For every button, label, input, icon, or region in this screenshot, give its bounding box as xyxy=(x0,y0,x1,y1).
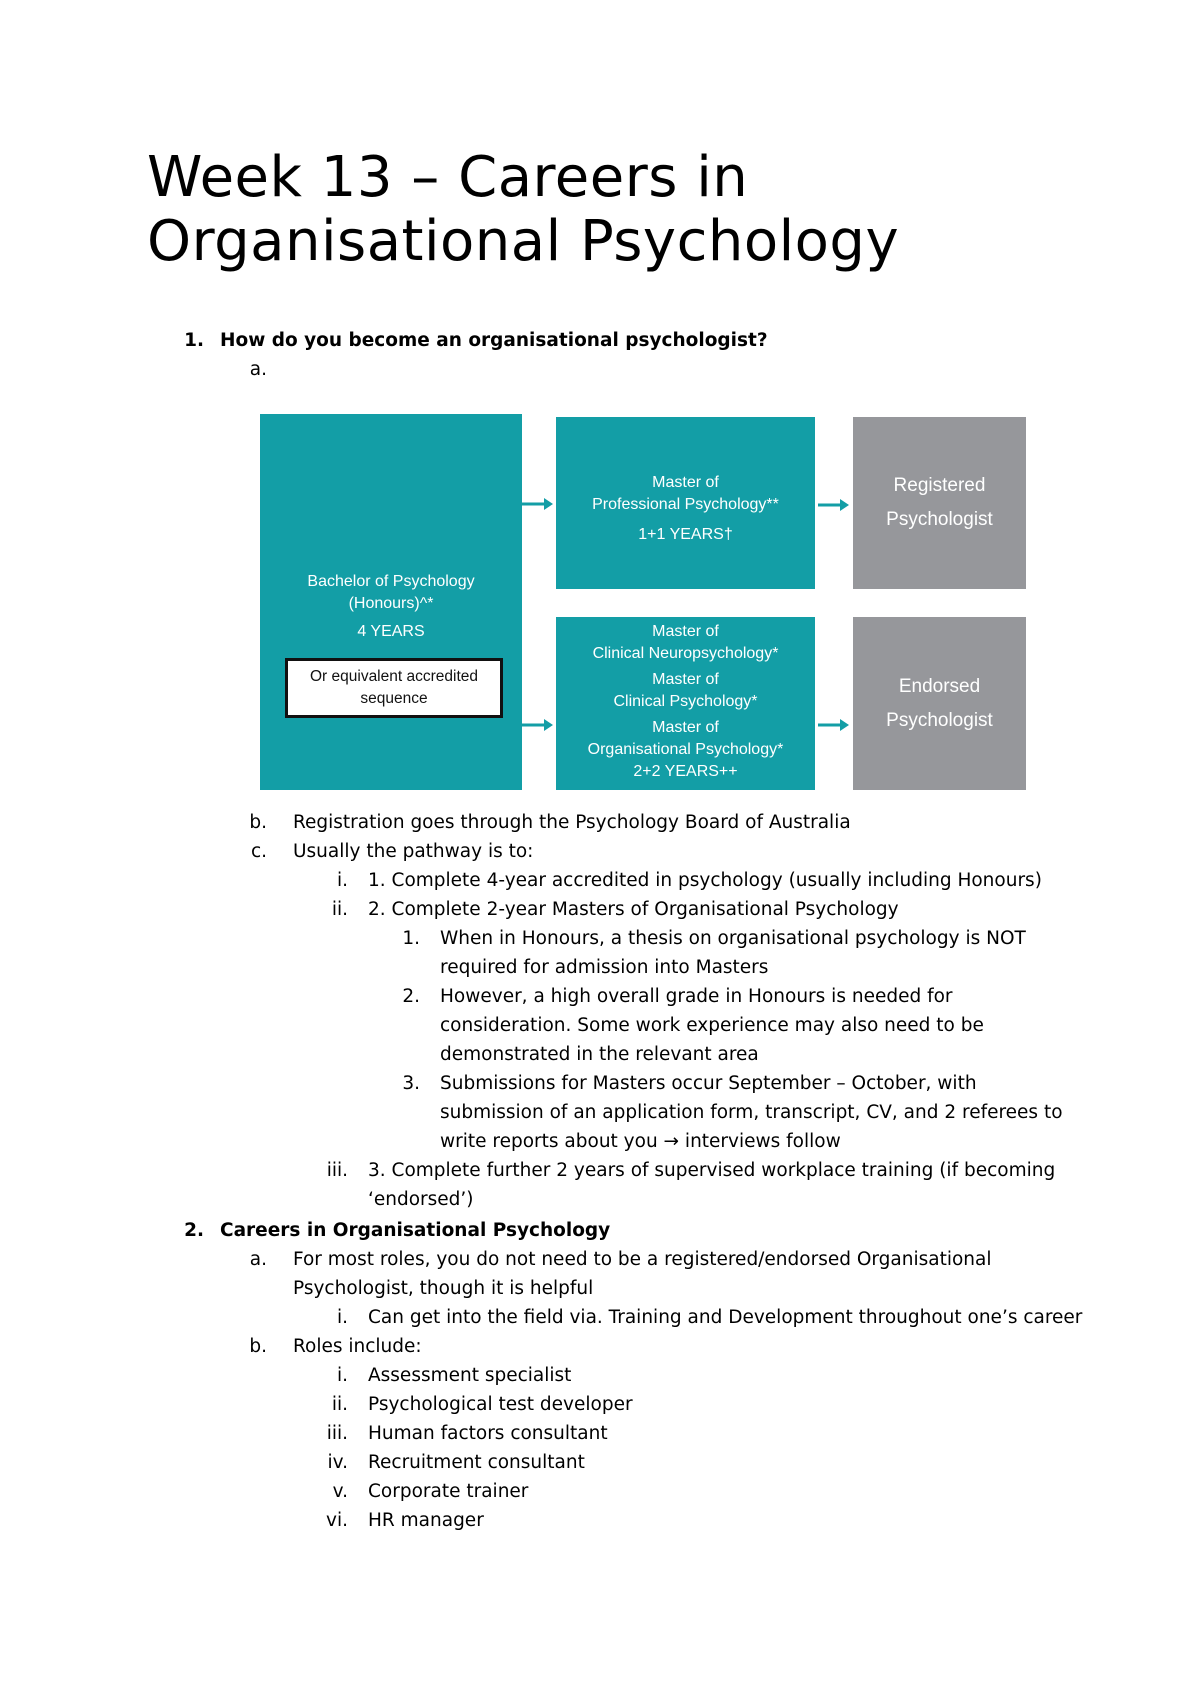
list-text-line: For most roles, you do not need to be a registered/endorsed Organisational xyxy=(293,1249,992,1270)
list-text-line: Submissions for Masters occur September – October, with xyxy=(440,1073,977,1094)
bachelor-label: Bachelor of Psychology xyxy=(307,573,475,590)
list-text-line: demonstrated in the relevant area xyxy=(440,1044,759,1065)
list-text-line: ‘endorsed’) xyxy=(368,1189,474,1210)
list-text: 1. Complete 4-year accredited in psychology (usually including Honours) xyxy=(368,870,1042,891)
list-text-line: 3. Complete further 2 years of supervised workplace training (if becoming xyxy=(368,1160,1056,1181)
list-marker: b. xyxy=(249,1336,267,1357)
list-text-line: consideration. Some work experience may also need to be xyxy=(440,1015,984,1036)
masters-box xyxy=(556,617,815,790)
equivalent-line-1: Or equivalent accredited xyxy=(309,668,478,685)
endorsed-psychologist-box xyxy=(853,617,1026,790)
endorsed-line-2: Psychologist xyxy=(886,710,993,731)
prof-line-1: Master of xyxy=(652,474,719,491)
clin-line-2: Clinical Neuropsychology* xyxy=(592,645,779,662)
list-marker: i. xyxy=(336,870,348,891)
list-text: Usually the pathway is to: xyxy=(293,841,534,862)
list-marker: i. xyxy=(336,1307,348,1328)
bachelor-box xyxy=(260,414,522,790)
list-marker: c. xyxy=(250,841,267,862)
list-marker: a. xyxy=(249,359,267,380)
list-text: Assessment specialist xyxy=(368,1365,572,1386)
prof-line-2: Professional Psychology** xyxy=(592,496,779,513)
clin-years: 2+2 YEARS++ xyxy=(633,763,738,780)
clin-line-4: Clinical Psychology* xyxy=(613,693,758,710)
list-text: Roles include: xyxy=(293,1336,422,1357)
arrow-right-icon xyxy=(520,718,554,732)
list-marker: b. xyxy=(249,812,267,833)
list-marker: iii. xyxy=(326,1160,348,1181)
list-marker: v. xyxy=(332,1481,348,1502)
equivalent-sequence-box xyxy=(285,658,503,718)
list-text: Careers in Organisational Psychology xyxy=(220,1220,611,1241)
list-text: Registration goes through the Psychology Board of Australia xyxy=(293,812,851,833)
list-marker: ii. xyxy=(331,899,348,920)
list-text-line: required for admission into Masters xyxy=(440,957,769,978)
list-text: Human factors consultant xyxy=(368,1423,608,1444)
list-marker: ii. xyxy=(331,1394,348,1415)
arrow-right-icon xyxy=(816,718,850,732)
registered-psychologist-box xyxy=(853,417,1026,589)
list-text: Psychological test developer xyxy=(368,1394,633,1415)
list-marker: 1. xyxy=(402,928,420,949)
list-text-line: Psychologist, though it is helpful xyxy=(293,1278,594,1299)
list-text-line: However, a high overall grade in Honours is needed for xyxy=(440,986,953,1007)
clin-line-5: Master of xyxy=(652,719,719,736)
list-marker: iv. xyxy=(327,1452,348,1473)
list-marker: 3. xyxy=(402,1073,420,1094)
list-text: HR manager xyxy=(368,1510,484,1531)
bachelor-sub: (Honours)^* xyxy=(348,595,434,612)
pathway-diagram xyxy=(260,414,1026,790)
clin-line-3: Master of xyxy=(652,671,719,688)
clin-line-6: Organisational Psychology* xyxy=(587,741,784,758)
list-text-line: When in Honours, a thesis on organisational psychology is NOT xyxy=(440,928,1026,949)
equivalent-line-2: sequence xyxy=(360,690,428,707)
list-marker: 2. xyxy=(402,986,420,1007)
list-marker: a. xyxy=(249,1249,267,1270)
list-text: 2. Complete 2-year Masters of Organisational Psychology xyxy=(368,899,899,920)
list-marker: vi. xyxy=(326,1510,348,1531)
list-text-line: write reports about you → interviews follow xyxy=(440,1131,841,1152)
registered-line-1: Registered xyxy=(893,475,986,496)
list-text: Recruitment consultant xyxy=(368,1452,585,1473)
list-marker: 1. xyxy=(184,330,204,351)
arrow-right-icon xyxy=(520,497,554,511)
prof-years: 1+1 YEARS† xyxy=(638,526,733,543)
list-text-line: submission of an application form, transcript, CV, and 2 referees to xyxy=(440,1102,1063,1123)
list-text: How do you become an organisational psychologist? xyxy=(220,330,768,351)
bachelor-years: 4 YEARS xyxy=(357,623,425,640)
clin-line-1: Master of xyxy=(652,623,719,640)
list-text: Can get into the field via. Training and Development throughout one’s career xyxy=(368,1307,1083,1328)
arrow-right-icon xyxy=(816,498,850,512)
title-line-2: Organisational Psychology xyxy=(147,209,900,274)
professional-psychology-box xyxy=(556,417,815,589)
list-text: Corporate trainer xyxy=(368,1481,529,1502)
title-line-1: Week 13 – Careers in xyxy=(147,145,749,210)
registered-line-2: Psychologist xyxy=(886,509,993,530)
endorsed-line-1: Endorsed xyxy=(898,676,981,697)
list-marker: iii. xyxy=(326,1423,348,1444)
list-marker: i. xyxy=(336,1365,348,1386)
page-title xyxy=(147,146,899,274)
list-marker: 2. xyxy=(184,1220,204,1241)
